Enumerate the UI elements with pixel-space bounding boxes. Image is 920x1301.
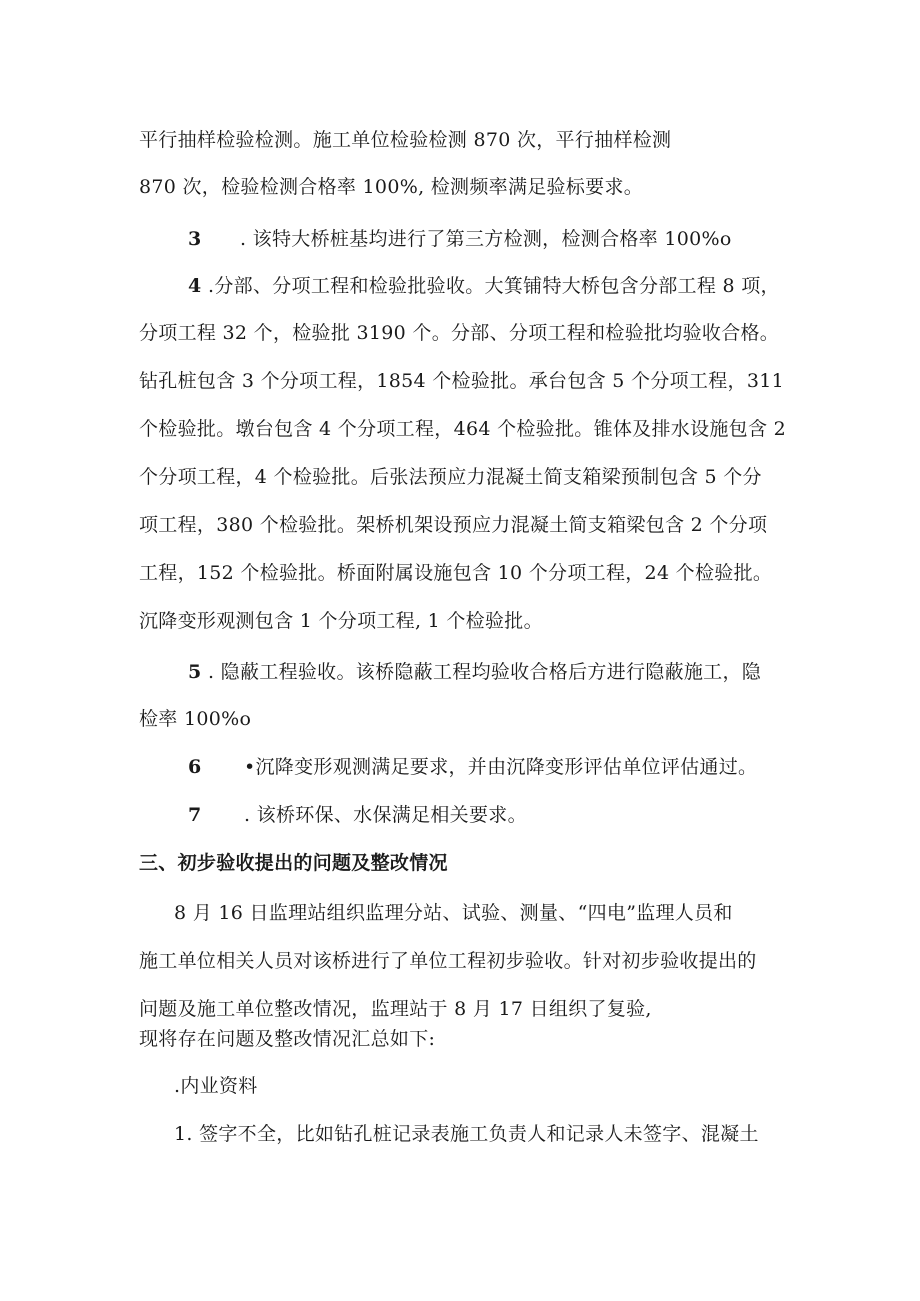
item-4-line: 项工程，380 个检验批。架桥机架设预应力混凝土简支箱梁包含 2 个分项 [139, 514, 768, 536]
item-5-line: 检率 100%o [139, 708, 252, 730]
item-4-line: 工程，152 个检验批。桥面附属设施包含 10 个分项工程，24 个检验批。 [139, 562, 773, 584]
item-number-3: 3 [188, 228, 202, 250]
section-paragraph-line: 现将存在问题及整改情况汇总如下: [139, 1028, 436, 1050]
paragraph-line: 870 次，检验检测合格率 100%, 检测频率满足验标要求。 [139, 176, 644, 198]
item-4-line: .分部、分项工程和检验批验收。大箕铺特大桥包含分部工程 8 项， [208, 275, 780, 297]
item-number-7: 7 [188, 804, 202, 826]
item-4-line: 个分项工程，4 个检验批。后张法预应力混凝土简支箱梁预制包含 5 个分 [139, 466, 762, 488]
item-5-line: . 隐蔽工程验收。该桥隐蔽工程均验收合格后方进行隐蔽施工，隐 [208, 661, 762, 683]
item-3-text: . 该特大桥桩基均进行了第三方检测，检测合格率 100%o [240, 228, 732, 250]
subheading: .内业资料 [174, 1075, 258, 1097]
item-7-text: . 该桥环保、水保满足相关要求。 [244, 804, 527, 826]
item-number-5: 5 [188, 661, 202, 683]
item-4-line: 钻孔桩包含 3 个分项工程，1854 个检验批。承台包含 5 个分项工程，311 [139, 370, 784, 392]
section-paragraph-line: 施工单位相关人员对该桥进行了单位工程初步验收。针对初步验收提出的 [139, 950, 757, 972]
item-4-line: 个检验批。墩台包含 4 个分项工程，464 个检验批。锥体及排水设施包含 2 [139, 418, 787, 440]
item-6-text: •沉降变形观测满足要求，并由沉降变形评估单位评估通过。 [244, 756, 758, 778]
list-item: 1. 签字不全，比如钻孔桩记录表施工负责人和记录人未签字、混凝土 [174, 1123, 759, 1145]
item-4-line: 沉降变形观测包含 1 个分项工程, 1 个检验批。 [139, 610, 543, 632]
item-number-4: 4 [188, 275, 202, 297]
paragraph-line: 平行抽样检验检测。施工单位检验检测 870 次，平行抽样检测 [139, 129, 672, 151]
item-number-6: 6 [188, 756, 202, 778]
item-4-line: 分项工程 32 个，检验批 3190 个。分部、分项工程和检验批均验收合格。 [139, 322, 780, 344]
section-paragraph-line: 问题及施工单位整改情况，监理站于 8 月 17 日组织了复验, [139, 998, 652, 1020]
section-heading: 三、初步验收提出的问题及整改情况 [139, 852, 448, 874]
section-paragraph-line: 8 月 16 日监理站组织监理分站、试验、测量、“四电”监理人员和 [174, 902, 733, 924]
